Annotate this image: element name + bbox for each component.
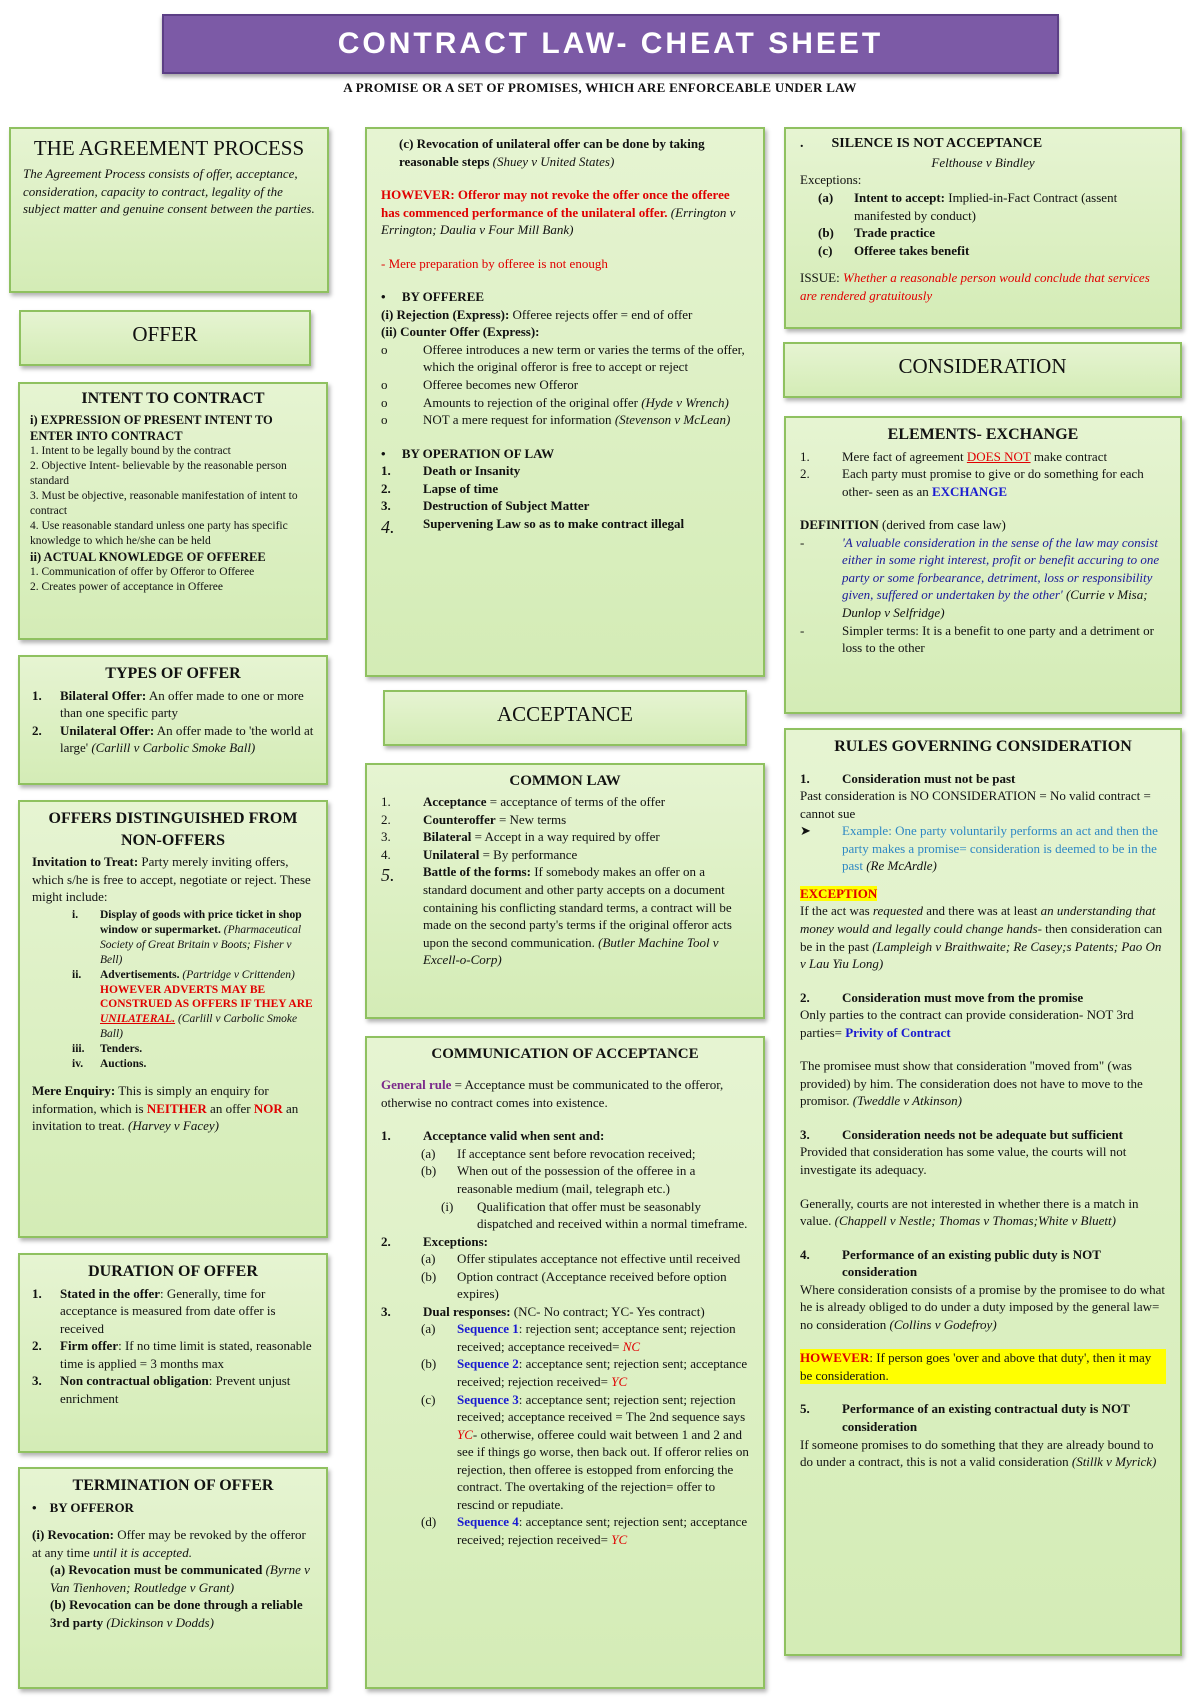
comm-item: Offer stipulates acceptance not effective until received: [457, 1251, 741, 1267]
counter-offer-label: (ii) Counter Offer (Express):: [381, 324, 540, 340]
law-item: Death or Insanity: [423, 463, 521, 479]
bilateral-label: Bilateral Offer:: [60, 687, 147, 703]
rule-text: Past consideration is NO CONSIDERATION = No valid contract = cannot sue: [800, 788, 1151, 821]
offers-distinguished-box: OFFERS DISTINGUISHED FROM NON-OFFERS Invitation to Treat: Party merely inviting offers, which s/he is free to accept, negotiate or reject. These might include: i. Display of goods with price ticket in shop window or supermarket. (Pharmaceutical Society of Great Britain v Boots; Fisher v Bell) ii. Advertisements. (Partridge v Crittenden) HOWEVER ADVERTS MAY BE CONSTRUED AS OFFERS IF THEY ARE UNILATERAL. (Carlill v Carbolic Smoke Ball) iii. Tenders. iv. Auctions. Mere Enquiry: This is simply an enquiry for information, which is NEITHER an offer NOR an invitation to treat. (Harvey v Facey): [18, 800, 328, 1238]
distinguish-title: OFFERS DISTINGUISHED FROM NON-OFFERS: [48, 810, 298, 849]
privity-of-contract: Privity of Contract: [845, 1024, 951, 1040]
rule-text: Provided that consideration has some value, the courts will not investigate its adequacy.: [800, 1144, 1127, 1177]
page-subtitle: A PROMISE OR A SET OF PROMISES, WHICH ARE ENFORCEABLE UNDER LAW: [343, 80, 857, 95]
sequence-label: Sequence 4: [457, 1514, 519, 1530]
elements-text: Mere fact of agreement: [842, 448, 964, 464]
rule-text: Only parties to the contract can provide consideration- NOT 3rd parties=: [800, 1007, 1134, 1040]
mere-enquiry-text: This is simply an enquiry for information, which is: [32, 1083, 269, 1116]
duration-item-label: Firm offer: [60, 1338, 119, 1354]
common-law-title: COMMON LAW: [509, 773, 621, 789]
silence-exception-label: Offeree takes benefit: [854, 242, 970, 258]
counter-offer-case: (Stevenson v McLean): [614, 412, 731, 428]
duration-of-offer-box: DURATION OF OFFER 1. Stated in the offer: Generally, time for acceptance is measured from date offer is received 2. Firm offer: If no time limit is stated, reasonable time is applied = 3 months max 3. Non contractual obligation: Prevent unjust enrichment: [18, 1253, 328, 1453]
rejection-text: Offeree rejects offer = end of offer: [512, 306, 693, 322]
rule-example: Example: One party voluntarily performs an act and then the party makes a promise= consideration is deemed to be in the past: [842, 823, 1158, 874]
itt-text: Party merely inviting offers, which s/he is free to accept, negotiate or reject. These might include:: [32, 854, 311, 905]
page-title: CONTRACT LAW- CHEAT SHEET: [162, 14, 1059, 74]
simpler-terms: Simpler terms: It is a benefit to one party and a detriment or loss to the other: [842, 622, 1154, 656]
counter-offer-item: NOT a mere request for information: [423, 412, 612, 428]
consideration-heading: CONSIDERATION: [898, 354, 1067, 378]
battle-of-forms-label: Battle of the forms:: [423, 864, 531, 880]
sequence-label: Sequence 3: [457, 1391, 519, 1407]
counter-offer-case: (Hyde v Wrench): [641, 394, 729, 410]
exception-text: - then consideration can be in the past: [800, 920, 1163, 954]
bilateral-text: An offer made to one or more than one specific party: [60, 687, 304, 721]
comm-item: If acceptance sent before revocation received;: [457, 1145, 696, 1161]
revocation-b: (b) Revocation can be done through a reliable 3rd party: [50, 1597, 303, 1630]
elements-exchange-box: ELEMENTS- EXCHANGE 1. Mere fact of agreement DOES NOT make contract 2. Each party must promise to give or do something for each other- seen as an EXCHANGE DEFINITION (derived from case law) - 'A valuable consideration in the sense of the law may consist either in some right interest, profit or benefit accuring to one party or some forbearance, detriment, loss or responsibility given, suffered or undertaken by the other' (Currie v Misa; Dunlop v Selfridge) - Simpler terms: It is a benefit to one party and a detriment or loss to the other: [784, 416, 1182, 714]
nor-word: NOR: [253, 1100, 283, 1116]
mere-enquiry-label: Mere Enquiry:: [32, 1083, 116, 1099]
exception-text: If the act was: [800, 903, 870, 919]
however-note: HOWEVER: Offeror may not revoke the offer once the offeree has commenced performance of the unilateral offer.: [381, 187, 730, 220]
unilateral-label: Unilateral Offer:: [60, 722, 155, 738]
intent-item: 1. Intent to be legally bound by the contract: [30, 445, 231, 458]
intent-sub1: i) EXPRESSION OF PRESENT INTENT TO ENTER INTO CONTRACT: [30, 412, 273, 444]
revocation-label: (i) Revocation:: [32, 1527, 114, 1543]
does-not: DOES NOT: [966, 448, 1031, 464]
adverts-note: HOWEVER ADVERTS MAY BE CONSTRUED AS OFFERS IF THEY ARE: [100, 983, 313, 1011]
display-goods: Display of goods with price ticket in shop window or supermarket.: [100, 908, 302, 936]
comm-item: Qualification that offer must be seasonably dispatched and received within a normal timeframe.: [477, 1198, 748, 1232]
common-law-text: = By performance: [482, 846, 578, 862]
exception-text: and there was at least: [926, 903, 1038, 919]
termination-continued-box: (c) Revocation of unilateral offer can be done by taking reasonable steps (Shuey v United States) HOWEVER: Offeror may not revoke the offer once the offeree has commenced performance of the unilateral offer. (Errington v Errington; Daulia v Four Mill Bank) - Mere preparation by offeree is not enough • BY OFFEREE (i) Rejection (Express): Offeree rejects offer = end of offer (ii) Counter Offer (Express): o Offeree introduces a new term or varies the terms of the offer, which the original offeror is free to accept or reject o Offeree becomes new Offeror o Amounts to rejection of the original offer (Hyde v Wrench) o NOT a mere request for information (Stevenson v McLean) • BY OPERATION OF LAW 1. Death or Insanity 2. Lapse of time 3. Destruction of Subject Matter 4. Supervening Law so as to make contract illegal: [365, 127, 765, 677]
rejection-label: (i) Rejection (Express):: [381, 306, 510, 322]
law-item: Lapse of time: [423, 480, 499, 496]
silence-title: SILENCE IS NOT ACCEPTANCE: [831, 136, 1043, 151]
sequence-text: : acceptance sent; rejection sent; rejection received; acceptance received = The 2nd sequence says: [457, 1391, 746, 1425]
adverts-unilateral: UNILATERAL.: [100, 1013, 176, 1026]
mere-preparation-note: - Mere preparation by offeree is not enough: [381, 255, 608, 271]
intent-item: 2. Creates power of acceptance in Offeree: [30, 581, 223, 594]
common-law-label: Acceptance: [423, 794, 487, 810]
sequence-result: YC: [611, 1531, 628, 1547]
definition-text: (derived from case law): [882, 517, 1006, 533]
rule-case: (Stillk v Myrick): [1071, 1454, 1157, 1470]
agreement-process-box: [9, 127, 329, 293]
common-law-text: = New terms: [498, 811, 567, 827]
sequence-text: - otherwise, offeree could wait between 1 and 2 and see if things go worse, then back out. If offeror relies on rejection, then offeree is estopped from enforcing the contract. The overtaking of the rejection= offer to rescind or repudiate.: [457, 1426, 749, 1512]
common-law-text: = acceptance of terms of the offer: [489, 794, 666, 810]
tenders: Tenders.: [100, 1043, 143, 1056]
silence-exception-label: Trade practice: [854, 225, 935, 241]
however-case: (Errington v Errington; Daulia v Four Mill Bank): [381, 204, 736, 238]
rule-label: Performance of an existing public duty is NOT consideration: [842, 1246, 1101, 1280]
acceptance-heading: ACCEPTANCE: [497, 702, 633, 726]
elements-text: Each party must promise to give or do something for each other- seen as an: [842, 466, 1144, 499]
dual-responses-label: Dual responses:: [423, 1303, 511, 1319]
law-item: Destruction of Subject Matter: [423, 498, 590, 514]
silence-issue-text: Whether a reasonable person would conclude that services are rendered gratuitously: [800, 270, 1150, 303]
comm-item: Option contract (Acceptance received before option expires): [457, 1268, 727, 1302]
sequence-text: : acceptance sent; rejection sent; acceptance received; rejection received=: [457, 1356, 748, 1389]
general-rule-label: General rule: [381, 1077, 452, 1093]
exceptions-label: Exceptions:: [423, 1233, 488, 1249]
by-offeror: BY OFFEROR: [49, 1499, 134, 1515]
offer-heading: OFFER: [132, 322, 198, 346]
revocation-a: (a) Revocation must be communicated: [50, 1562, 263, 1578]
exchange-word: EXCHANGE: [931, 483, 1008, 499]
sequence-label: Sequence 1: [457, 1321, 519, 1337]
mere-enquiry-text: an invitation to treat.: [32, 1100, 299, 1134]
exception-case: (Lampleigh v Braithwaite; Re Casey;s Patents; Pao On v Lau Yiu Long): [800, 938, 1162, 972]
duration-item-text: : Prevent unjust enrichment: [60, 1373, 291, 1406]
silence-box: . SILENCE IS NOT ACCEPTANCE Felthouse v Bindley Exceptions: (a) Intent to accept: Implied-in-Fact Contract (assent manifested by conduct) (b) Trade practice (c) Offeree takes benefit ISSUE: Whether a reasonable person would conclude that services are rendered gratuitously: [784, 127, 1182, 329]
communication-title: COMMUNICATION OF ACCEPTANCE: [431, 1046, 699, 1062]
law-item: Supervening Law so as to make contract illegal: [423, 515, 685, 531]
rule-label: Consideration must move from the promise: [842, 989, 1084, 1005]
sequence-label: Sequence 2: [457, 1356, 519, 1372]
rule-text: If someone promises to do something that they are already bound to do under a contract, this is not a valid consideration: [800, 1436, 1154, 1470]
acceptance-heading-box: [383, 690, 747, 746]
types-of-offer-box: TYPES OF OFFER 1. Bilateral Offer: An offer made to one or more than one specific party 2. Unilateral Offer: An offer made to 'the world at large' (Carlill v Carbolic Smoke Ball): [18, 655, 328, 785]
however-label: HOWEVER: [800, 1350, 870, 1366]
counter-offer-item: Amounts to rejection of the original offer: [423, 394, 638, 410]
duration-item-text: : Generally, time for acceptance is measured from date offer is received: [60, 1285, 276, 1336]
counter-offer-item: Offeree introduces a new term or varies the terms of the offer, which the original offeror is free to accept or reject: [423, 341, 745, 375]
rule-text: Generally, courts are not interested in whether there is a match in value.: [800, 1195, 1139, 1229]
silence-exceptions: Exceptions:: [800, 172, 862, 188]
battle-of-forms-text: If somebody makes an offer on a standard document and other party accepts on a document containing his conflicting standard terms, a contract will be made on the second party's terms if the original offeror acts upon the second communication.: [423, 864, 732, 950]
sequence-text: : rejection sent; acceptance sent; rejection received; acceptance received=: [457, 1321, 736, 1354]
silence-exception-label: Intent to accept:: [854, 189, 945, 205]
rule-label: Consideration must not be past: [842, 770, 1016, 786]
revocation-b-case: (Dickinson v Dodds): [106, 1614, 214, 1630]
unilateral-revocation: (c) Revocation of unilateral offer can be done by taking reasonable steps: [399, 136, 705, 169]
common-law-label: Counteroffer: [423, 811, 496, 827]
common-law-box: COMMON LAW 1. Acceptance = acceptance of terms of the offer 2. Counteroffer = New terms 3. Bilateral = Accept in a way required by offer 4. Unilateral = By performance 5. Battle of the forms: If somebody makes an offer on a standard document and other party accepts on a document containing his conflicting standard terms, a contract will be made on the second party's terms if the original offeror acts upon the second communication. (Butler Machine Tool v Excell-o-Corp): [365, 763, 765, 1019]
revocation-a-case: (Byrne v Van Tienhoven; Routledge v Grant): [50, 1562, 310, 1595]
rule-label: Performance of an existing contractual duty is NOT consideration: [842, 1401, 1130, 1434]
silence-issue-label: ISSUE:: [800, 270, 840, 286]
silence-exception-text: Implied-in-Fact Contract (assent manifested by conduct): [854, 189, 1118, 223]
rules-title: RULES GOVERNING CONSIDERATION: [834, 738, 1132, 755]
advertisements-case: (Partridge v Crittenden): [182, 968, 295, 981]
consideration-heading-box: [783, 342, 1182, 398]
rule-label: Consideration needs not be adequate but sufficient: [842, 1126, 1123, 1142]
elements-text: make contract: [1033, 448, 1108, 464]
dual-responses-text: (NC- No contract; YC- Yes contract): [513, 1303, 705, 1319]
exception-label: EXCEPTION: [800, 885, 878, 901]
mere-enquiry-text: an offer: [210, 1100, 251, 1116]
duration-item-text: : If no time limit is stated, reasonable time is applied = 3 months max: [60, 1338, 312, 1371]
intent-item: 4. Use reasonable standard unless one party has specific knowledge to which he/she can be held: [30, 519, 288, 547]
duration-item-label: Non contractual obligation: [60, 1373, 209, 1389]
intent-to-contract-box: [18, 382, 328, 640]
definition-quote: 'A valuable consideration in the sense of the law may consist either in some right interest, profit or benefit accuring to one party or some forbearance, detriment, loss or responsibility given, suffered or undertaken by the other': [842, 534, 1160, 603]
definition-case: (Currie v Misa; Dunlop v Selfridge): [842, 587, 1148, 620]
general-rule-text: = Acceptance must be communicated to the offeror, otherwise no contract comes into existence.: [381, 1077, 724, 1110]
exception-text: requested: [872, 903, 923, 919]
by-offeree: BY OFFEREE: [401, 289, 485, 305]
rules-consideration-box: RULES GOVERNING CONSIDERATION 1. Consideration must not be past Past consideration is NO CONSIDERATION = No valid contract = cannot sue ➤ Example: One party voluntarily performs an act and then the party makes a promise= consideration is deemed to be in the past (Re McArdle) EXCEPTION If the act was requested and there was at least an understanding that money would and legally could change hands- then consideration can be in the past (Lampleigh v Braithwaite; Re Casey;s Patents; Pao On v Lau Yiu Long) 2. Consideration must move from the promise Only parties to the contract can provide consideration- NOT 3rd parties= Privity of Contract The promisee must show that consideration "moved from" (was provided) by him. The consideration does not have to move to the promisor. (Tweddle v Atkinson) 3. Consideration needs not be adequate but sufficient Provided that consideration has some value, the courts will not investigate its adequacy. Generally, courts are not interested in whether there is a match in value. (Chappell v Nestle; Thomas v Thomas;White v Bluett) 4. Performance of an existing public duty is NOT consideration Where consideration consists of a promise by the promisee to do what he is already obliged to do under a duty imposed by the general law= no consideration (Collins v Godefroy) HOWEVER: If person goes 'over and above that duty', then it may be consideration. 5. Performance of an existing contractual duty is NOT consideration If someone promises to do something that they are already bound to do under a contract, this is not a valid consideration (Stillk v Myrick): [784, 728, 1182, 1656]
auctions: Auctions.: [100, 1058, 147, 1071]
mere-enquiry-case: (Harvey v Facey): [128, 1118, 219, 1134]
revocation-italic: until it is accepted.: [93, 1544, 192, 1560]
sequence-result: YC: [611, 1374, 628, 1389]
however-text: : If person goes 'over and above that duty', then it may be consideration.: [800, 1350, 1152, 1383]
intent-item: 1. Communication of offer by Offeror to Offeree: [30, 566, 255, 579]
itt-label: Invitation to Treat:: [32, 854, 139, 870]
by-operation-of-law: BY OPERATION OF LAW: [401, 445, 555, 461]
intent-item: 3. Must be objective, reasonable manifestation of intent to contract: [30, 490, 298, 518]
advertisements: Advertisements.: [100, 968, 180, 981]
revocation-text: Offer may be revoked by the offeror at any time: [32, 1527, 306, 1560]
battle-of-forms-case: (Butler Machine Tool v Excell-o-Corp): [423, 934, 719, 968]
definition-label: DEFINITION: [800, 517, 879, 533]
silence-case: Felthouse v Bindley: [931, 154, 1035, 170]
duration-item-label: Stated in the offer: [60, 1285, 161, 1301]
rule-case: (Tweddle v Atkinson): [852, 1093, 963, 1109]
unilateral-text: An offer made to 'the world at large': [60, 722, 314, 756]
intent-sub2: ii) ACTUAL KNOWLEDGE OF OFFEREE: [30, 549, 266, 564]
neither-word: NEITHER: [146, 1100, 207, 1116]
termination-title: TERMINATION OF OFFER: [72, 1477, 274, 1494]
counter-offer-item: Offeree becomes new Offeror: [423, 377, 579, 393]
offer-heading-box: [19, 310, 311, 366]
agreement-text: The Agreement Process consists of offer, acceptance, consideration, capacity to contract, legality of the subject matter and genuine consent between the parties.: [23, 166, 315, 217]
unilateral-case: (Carlill v Carbolic Smoke Ball): [91, 740, 256, 756]
sequence-result: YC: [457, 1426, 473, 1442]
agreement-title: THE AGREEMENT PROCESS: [33, 136, 305, 160]
communication-of-acceptance-box: COMMUNICATION OF ACCEPTANCE General rule = Acceptance must be communicated to the offeror, otherwise no contract comes into existence. 1. Acceptance valid when sent and: (a) If acceptance sent before revocation received; (b) When out of the possession of the offeree in a reasonable medium (mail, telegraph etc.) (i) Qualification that offer must be seasonably dispatched and received within a normal timeframe. 2. Exceptions: (a) Offer stipulates acceptance not effective until received (b) Option contract (Acceptance received before option expires) 3. Dual responses: (NC- No contract; YC- Yes contract) (a) Sequence 1: rejection sent; acceptance sent; rejection received; acceptance received= NC (b) Sequence 2: acceptance sent; rejection sent; acceptance received; rejection received= YC (c) Sequence 3: acceptance sent; rejection sent; rejection received; acceptance received = The 2nd sequence says YC- otherwise, offeree could wait between 1 and 2 and see if things go worse, then back out. If offeror relies on rejection, then offeree is estopped from enforcing the contract. The overtaking of the rejection= offer to rescind or repudiate. (d) Sequence 4: acceptance sent; rejection sent; acceptance received; rejection received= YC: [365, 1036, 765, 1689]
types-title: TYPES OF OFFER: [105, 665, 241, 682]
rule-text: The promisee must show that consideration "moved from" (was provided) by him. The consideration does not have to move to the promisor.: [800, 1058, 1143, 1109]
unilateral-revocation-case: (Shuey v United States): [492, 153, 615, 169]
common-law-label: Bilateral: [423, 829, 472, 845]
sequence-result: NC: [622, 1338, 641, 1354]
adverts-case2: (Carlill v Carbolic Smoke Ball): [100, 1013, 298, 1041]
common-law-text: = Accept in a way required by offer: [474, 829, 660, 845]
sequence-text: : acceptance sent; rejection sent; acceptance received; rejection received=: [457, 1514, 748, 1547]
intent-item: 2. Objective Intent- believable by the reasonable person standard: [30, 460, 287, 488]
exception-text: an understanding that money would and legally could change hands: [800, 903, 1156, 936]
rule-case: (Re McArdle): [866, 858, 937, 874]
common-law-label: Unilateral: [423, 846, 480, 862]
duration-title: DURATION OF OFFER: [88, 1263, 258, 1280]
intent-title: INTENT TO CONTRACT: [81, 390, 265, 407]
valid-when-sent: Acceptance valid when sent and:: [423, 1128, 605, 1144]
rule-case: (Collins v Godefroy): [889, 1316, 997, 1332]
elements-title: ELEMENTS- EXCHANGE: [887, 426, 1079, 443]
rule-case: (Chappell v Nestle; Thomas v Thomas;White v Bluett): [834, 1213, 1116, 1229]
rule-text: Where consideration consists of a promise by the promisee to do what he is already obliged to do under a duty imposed by the general law= no consideration: [800, 1281, 1165, 1332]
display-goods-case: (Pharmaceutical Society of Great Britain v Boots; Fisher v Bell): [100, 923, 302, 966]
comm-item: When out of the possession of the offeree in a reasonable medium (mail, telegraph etc.): [457, 1163, 696, 1196]
termination-of-offer-box: TERMINATION OF OFFER • BY OFFEROR (i) Revocation: Offer may be revoked by the offeror at any time until it is accepted. (a) Revocation must be communicated (Byrne v Van Tienhoven; Routledge v Grant) (b) Revocation can be done through a reliable 3rd party (Dickinson v Dodds): [18, 1467, 328, 1689]
